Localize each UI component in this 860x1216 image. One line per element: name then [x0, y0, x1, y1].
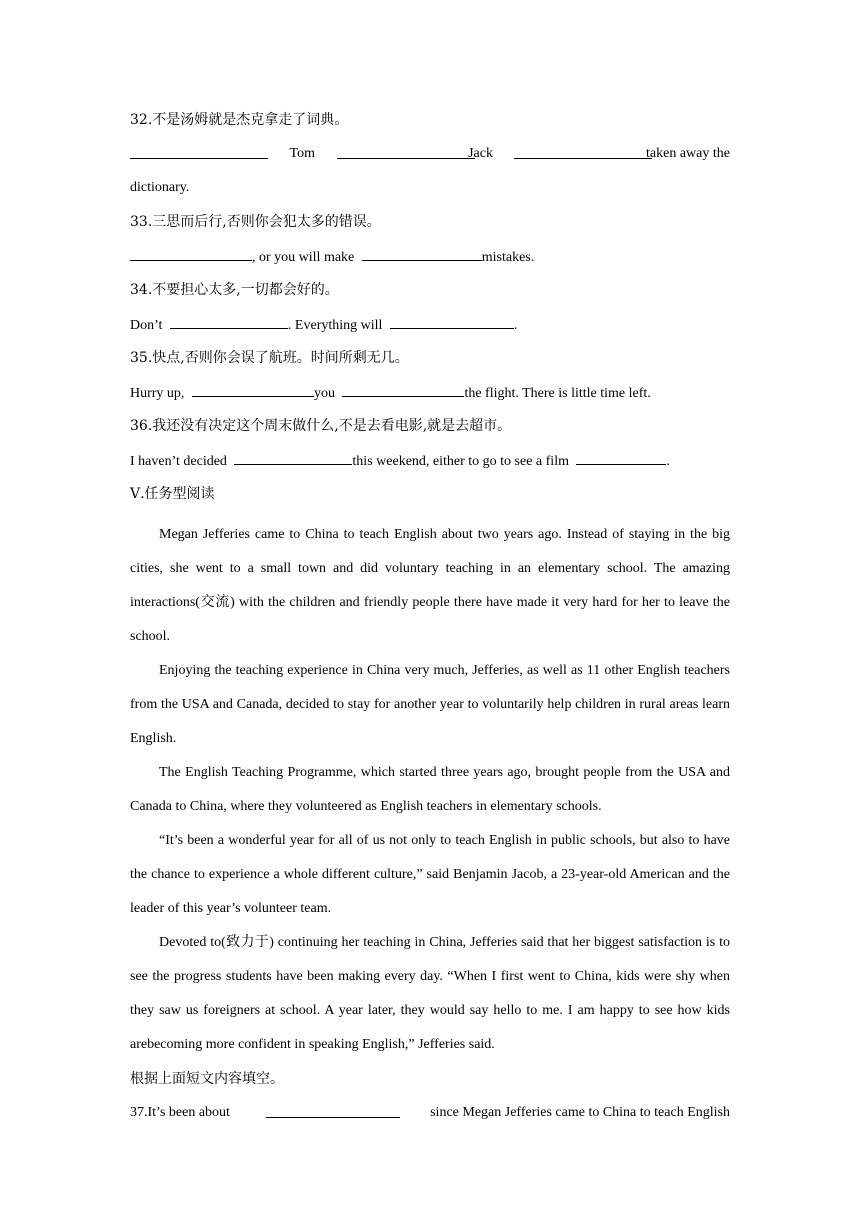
passage-paragraph-2: Enjoying the teaching experience in China very much, Jefferies, as well as 11 other English teachers from the USA and Canada, decided to stay for another year to voluntarily help children in rural areas learn English. — [130, 663, 730, 746]
q32-answer-line — [130, 144, 730, 178]
q32-blank-1[interactable] — [130, 144, 268, 159]
q34-text-1: . Everything will — [287, 318, 383, 333]
passage-paragraph-1: Megan Jefferies came to China to teach English about two years ago. Instead of staying in the big cities, she went to a small town and did voluntary teaching in an elementary school. The amazing interactions(交流) with the children and friendly people there have made it very hard for her to leave the school. — [130, 527, 730, 644]
q36-prompt: 36.我还没有决定这个周末做什么,不是去看电影,就是去超市。 — [130, 418, 512, 434]
q33-text-1: , or you will make — [252, 250, 355, 265]
q34-text-2: . — [513, 318, 518, 333]
q37-text-0: 37.It’s been about — [130, 1105, 230, 1120]
q32-blank-3[interactable] — [514, 144, 652, 159]
q32-word-1: Tom — [289, 146, 315, 161]
q36-blank-2[interactable] — [576, 450, 666, 465]
q32-word-3: taken away the — [646, 146, 730, 161]
q33-blank-2[interactable] — [362, 246, 482, 261]
section-title: Ⅴ.任务型阅读 — [130, 486, 215, 502]
q32-prompt: 32.不是汤姆就是杰克拿走了词典。 — [130, 112, 349, 128]
q35-blank-1[interactable] — [192, 382, 314, 397]
q33-text-2: mistakes. — [481, 250, 535, 265]
q35-text-1: you — [313, 386, 335, 401]
passage-paragraph-3: The English Teaching Programme, which started three years ago, brought people from the USA and Canada to China, where they volunteered as English teachers in elementary schools. — [130, 765, 730, 814]
q37-blank-1[interactable] — [266, 1103, 400, 1118]
q34-blank-2[interactable] — [390, 314, 514, 329]
q35-answer-line — [130, 382, 730, 416]
q35-prompt: 35.快点,否则你会误了航班。时间所剩无几。 — [130, 350, 409, 366]
q36-text-2: . — [666, 454, 670, 469]
q33-prompt: 33.三思而后行,否则你会犯太多的错误。 — [130, 214, 381, 230]
q34-answer-line — [130, 314, 730, 348]
q36-text-1: this weekend, either to go to see a film — [352, 454, 569, 469]
q33-answer-line — [130, 246, 730, 280]
q35-text-0: Hurry up, — [130, 386, 185, 401]
q36-blank-1[interactable] — [234, 450, 352, 465]
q34-text-0: Don’t — [130, 318, 163, 333]
instruction: 根据上面短文内容填空。 — [130, 1071, 284, 1087]
q34-blank-1[interactable] — [170, 314, 288, 329]
q36-text-0: I haven’t decided — [130, 454, 227, 469]
passage-paragraph-4: “It’s been a wonderful year for all of us not only to teach English in public schools, but also to have the chance to experience a whole different culture,” said Benjamin Jacob, a 23-year-old American and the leader of this year’s volunteer team. — [130, 833, 730, 916]
q34-prompt: 34.不要担心太多,一切都会好的。 — [130, 282, 339, 298]
q36-answer-line — [130, 450, 730, 484]
q35-blank-2[interactable] — [342, 382, 464, 397]
passage-paragraph-5: Devoted to(致力于) continuing her teaching in China, Jefferies said that her biggest satisfaction is to see the progress students have been making every day. “When I first went to China, kids were shy when they saw us foreigners at school. A year later, they would say hello to me. I am happy to see how kids arebecoming more confident in speaking English,” Jefferies said. — [130, 935, 730, 1052]
q37-text-1: since Megan Jefferies came to China to teach English — [430, 1105, 730, 1120]
q33-blank-1[interactable] — [130, 246, 252, 261]
q32-word-2: Jack — [468, 146, 493, 161]
q35-text-2: the flight. There is little time left. — [464, 386, 651, 401]
q32-answer-tail: dictionary. — [130, 180, 190, 195]
q37-answer-line — [130, 1103, 730, 1137]
q32-blank-2[interactable] — [337, 144, 475, 159]
